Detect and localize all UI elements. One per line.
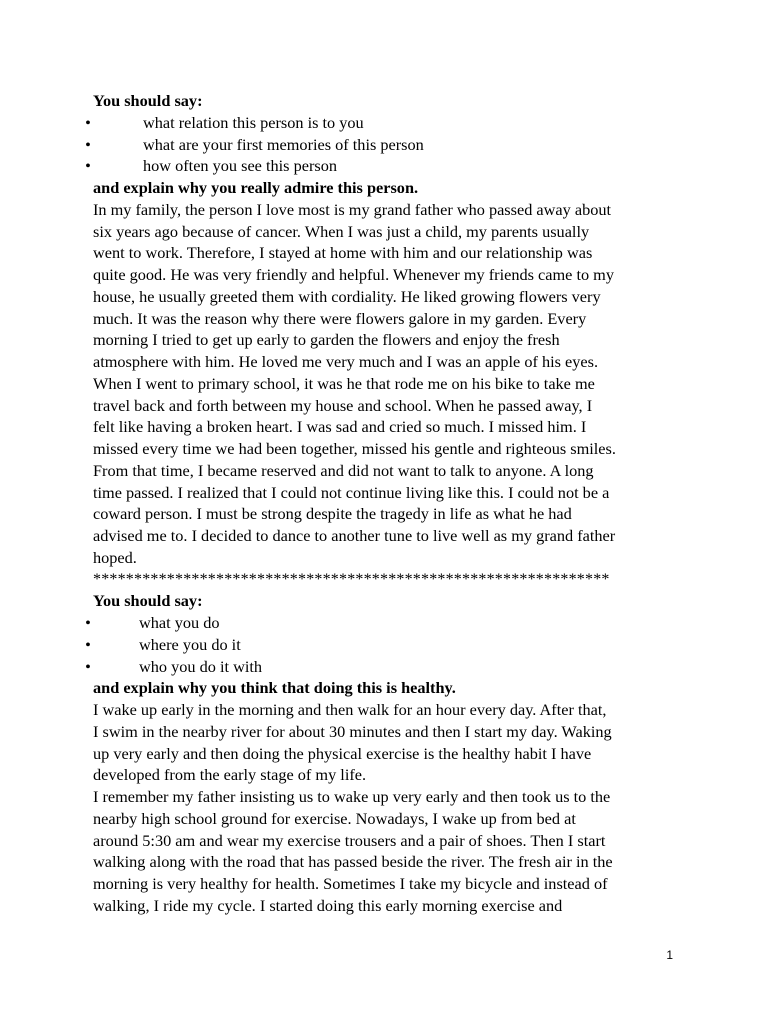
answer-line: nearby high school ground for exercise. Nowadays, I wake up from bed at [93, 808, 576, 828]
answer-line: From that time, I became reserved and did not want to talk to anyone. A long [93, 460, 594, 480]
answer-line: went to work. Therefore, I stayed at home with him and our relationship was [93, 243, 593, 263]
answer-line: I wake up early in the morning and then walk for an hour every day. After that, [93, 700, 607, 719]
answer-line: coward person. I must be strong despite the tragedy in life as what he had [93, 504, 572, 524]
section-separator: *************************************************************** [93, 570, 610, 588]
bullet-icon: • [85, 112, 91, 132]
bullet-icon: • [85, 656, 91, 676]
answer-line: I swim in the nearby river for about 30 minutes and then I start my day. Waking [93, 721, 612, 741]
answer-line: time passed. I realized that I could not continue living like this. I could not be a [93, 482, 610, 502]
answer-line: walking, I ride my cycle. I started doing this early morning exercise and [93, 895, 563, 915]
answer-line: morning is very healthy for health. Sometimes I take my bicycle and instead of [93, 874, 608, 893]
answer-line: walking along with the road that has passed beside the river. The fresh air in the [93, 852, 613, 872]
section2-bullet-text: where you do it [139, 634, 241, 654]
bullet-icon: • [85, 634, 91, 654]
answer-line: atmosphere with him. He loved me very much and I was an apple of his eyes. [93, 352, 599, 371]
answer-line: around 5:30 am and wear my exercise trousers and a pair of shoes. Then I start [93, 830, 606, 850]
section1-bullet-list [85, 112, 713, 177]
answer-line: house, he usually greeted them with cordiality. He liked growing flowers very [93, 286, 601, 306]
answer-line: When I went to primary school, it was he that rode me on his bike to take me [93, 373, 595, 393]
section2-bullet-text: what you do [139, 613, 220, 632]
section1-bullet-item [85, 112, 713, 134]
section1-answer-paragraph [93, 199, 713, 569]
answer-line: much. It was the reason why there were flowers galore in my garden. Every [93, 308, 587, 328]
bullet-icon: • [85, 613, 91, 632]
page-number: 1 [666, 948, 673, 962]
answer-line: six years ago because of cancer. When I was just a child, my parents usually [93, 221, 590, 241]
answer-line: I remember my father insisting us to wake up very early and then took us to the [93, 787, 611, 806]
section2-bullet-item [85, 634, 713, 656]
section1-bullet-text: what are your first memories of this person [143, 134, 424, 154]
answer-line: travel back and forth between my house and school. When he passed away, I [93, 395, 593, 415]
answer-line: hoped. [93, 547, 137, 567]
section2-bullet-text: who you do it with [139, 656, 263, 676]
answer-line: quite good. He was very friendly and helpful. Whenever my friends came to my [93, 265, 614, 284]
document-content [85, 90, 713, 917]
answer-line: up very early and then doing the physical exercise is the healthy habit I have [93, 743, 592, 763]
bullet-icon: • [85, 134, 91, 154]
section1-bullet-item [85, 155, 713, 177]
answer-line: morning I tried to get up early to garden the flowers and enjoy the fresh [93, 330, 560, 350]
section2-prompt-heading: You should say: [93, 591, 203, 611]
section1-bullet-item [85, 134, 713, 156]
answer-line: missed every time we had been together, missed his gentle and righteous smiles. [93, 439, 616, 458]
bullet-icon: • [85, 156, 91, 176]
section1-bullet-text: what relation this person is to you [143, 112, 364, 132]
section2-closing-prompt: and explain why you think that doing this is healthy. [93, 678, 456, 698]
section1-closing-prompt: and explain why you really admire this person. [93, 178, 419, 197]
section2-bullet-item [85, 612, 713, 634]
answer-line: advised me to. I decided to dance to another tune to live well as my grand father [93, 526, 616, 545]
section1-bullet-text: how often you see this person [143, 156, 337, 176]
section2-answer-paragraph-1 [93, 699, 713, 786]
section2-bullet-list [85, 612, 713, 677]
answer-line: developed from the early stage of my life. [93, 765, 367, 785]
answer-line: felt like having a broken heart. I was sad and cried so much. I missed him. I [93, 417, 587, 437]
answer-line: In my family, the person I love most is my grand father who passed away about [93, 199, 612, 219]
section2-bullet-item [85, 656, 713, 678]
section2-answer-paragraph-2 [93, 786, 713, 917]
section1-prompt-heading: You should say: [93, 91, 203, 110]
